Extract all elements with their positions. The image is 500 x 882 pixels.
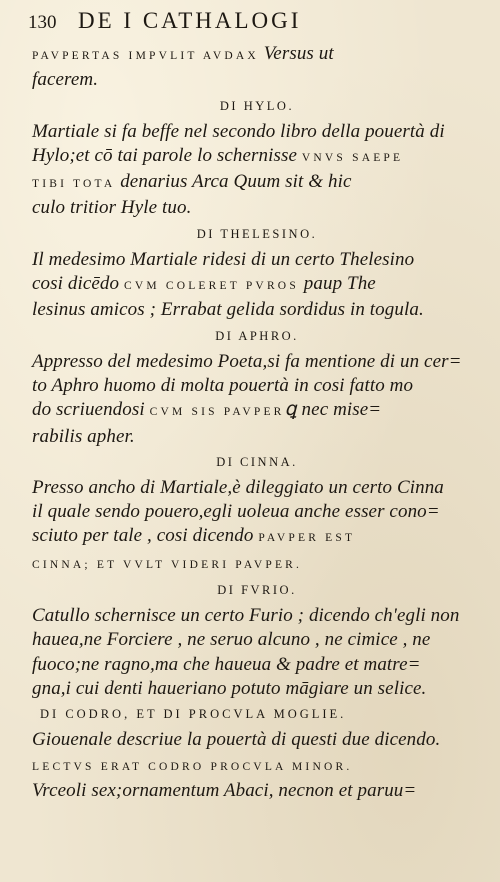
- text-line: [32, 677, 482, 701]
- small-caps-segment: TIBI TOTA: [32, 178, 116, 191]
- page-number: 130: [28, 12, 57, 33]
- small-caps-segment: VNVS SAEPE: [301, 151, 404, 164]
- italic-segment: Il medesimo Martiale ridesi di un certo Thelesino: [32, 248, 415, 270]
- small-caps-segment: CVM SIS PAVPER: [149, 406, 285, 419]
- small-caps-segment: PAVPERTAS IMPVLIT AVDAX: [32, 50, 259, 62]
- running-head: DE I CATHALOGI: [78, 8, 302, 33]
- small-caps-segment: LECTVS ERAT CODRO PROCVLA MINOR.: [32, 760, 353, 773]
- small-caps-segment: CINNA; ET VVLT VIDERI PAVPER.: [32, 558, 303, 571]
- small-caps-segment: CVM COLERET PVROS: [123, 280, 299, 293]
- section-heading: DI THELESINO.: [196, 226, 318, 241]
- italic-segment: fuoco;ne ragno,ma che haueua & padre et matre=: [32, 653, 421, 675]
- section-heading: DI CODRO, ET DI PROCVLA MOGLIE.: [40, 707, 347, 722]
- text-line: [32, 272, 482, 298]
- page-body: [32, 42, 482, 803]
- page-header: [28, 8, 480, 34]
- text-line: [32, 248, 482, 272]
- italic-segment: Catullo schernisce un certo Furio ; dicendo ch'egli non: [32, 605, 460, 627]
- italic-segment: Hylo;et cō tai parole lo schernisse: [32, 144, 302, 166]
- text-line: [32, 42, 482, 68]
- italic-segment: il quale sendo pouero,egli uoleua anche esser cono=: [32, 501, 440, 523]
- italic-segment: hauea,ne Forciere , ne seruo alcuno , ne cimice , ne: [32, 629, 431, 651]
- text-section: [32, 323, 482, 449]
- text-line: [32, 425, 482, 449]
- italic-segment: culo tritior Hyle tuo.: [32, 197, 192, 219]
- text-line: [32, 779, 482, 803]
- italic-segment: Vrceoli sex;ornamentum Abaci, necnon et paruu=: [32, 779, 417, 801]
- text-section: [32, 577, 482, 701]
- italic-segment: facerem.: [32, 69, 99, 91]
- section-heading: DI APHRO.: [215, 328, 299, 343]
- italic-segment: do scriuendosi: [32, 399, 150, 421]
- text-line: [32, 120, 482, 144]
- text-line: [32, 653, 482, 677]
- italic-segment: gna,i cui denti haueriano potuto māgiare un selice.: [32, 677, 427, 699]
- text-line: [32, 374, 482, 398]
- italic-segment: rabilis apher.: [32, 425, 135, 447]
- italic-segment: denarius Arca Quum sit & hic: [115, 171, 352, 193]
- italic-segment: Appresso del medesimo Poeta,si fa mentione di un cer=: [32, 350, 462, 372]
- text-line: [32, 350, 482, 374]
- text-section: [32, 701, 482, 803]
- text-line: [32, 628, 482, 652]
- text-line: [32, 753, 482, 779]
- small-caps-segment: PAVPER EST: [258, 532, 356, 545]
- italic-segment: lesinus amicos ; Errabat gelida sordidus in togula.: [32, 299, 424, 321]
- text-line: [32, 196, 482, 220]
- text-section: [32, 93, 482, 221]
- text-line: [32, 551, 482, 577]
- section-heading: DI FVRIO.: [217, 583, 297, 598]
- text-line: [32, 604, 482, 628]
- text-section: [32, 449, 482, 577]
- section-heading: DI HYLO.: [219, 98, 295, 113]
- text-line: [32, 500, 482, 524]
- italic-segment: paup The: [298, 273, 376, 295]
- italic-segment: Giouenale descriue la pouertà di questi due dicendo.: [32, 729, 441, 751]
- text-line: [32, 398, 482, 424]
- text-line: [32, 476, 482, 500]
- text-line: [32, 298, 482, 322]
- text-line: [32, 68, 482, 92]
- italic-segment: to Aphro huomo di molta pouertà in cosi fatto mo: [32, 374, 414, 396]
- text-line: [32, 524, 482, 550]
- text-line: [32, 144, 482, 170]
- italic-segment: Martiale si fa beffe nel secondo libro della pouertà di: [32, 120, 445, 142]
- section-heading: DI CINNA.: [216, 454, 298, 469]
- italic-segment: ꝗ nec mise=: [284, 399, 382, 421]
- italic-segment: Presso ancho di Martiale,è dileggiato un certo Cinna: [32, 476, 444, 498]
- italic-segment: sciuto per tale , cosi dicendo: [32, 525, 259, 547]
- text-section: [32, 42, 482, 93]
- italic-segment: cosi dicēdo: [32, 273, 124, 295]
- text-line: [32, 170, 482, 196]
- italic-segment: Versus ut: [258, 43, 334, 64]
- text-line: [32, 728, 482, 752]
- text-section: [32, 221, 482, 323]
